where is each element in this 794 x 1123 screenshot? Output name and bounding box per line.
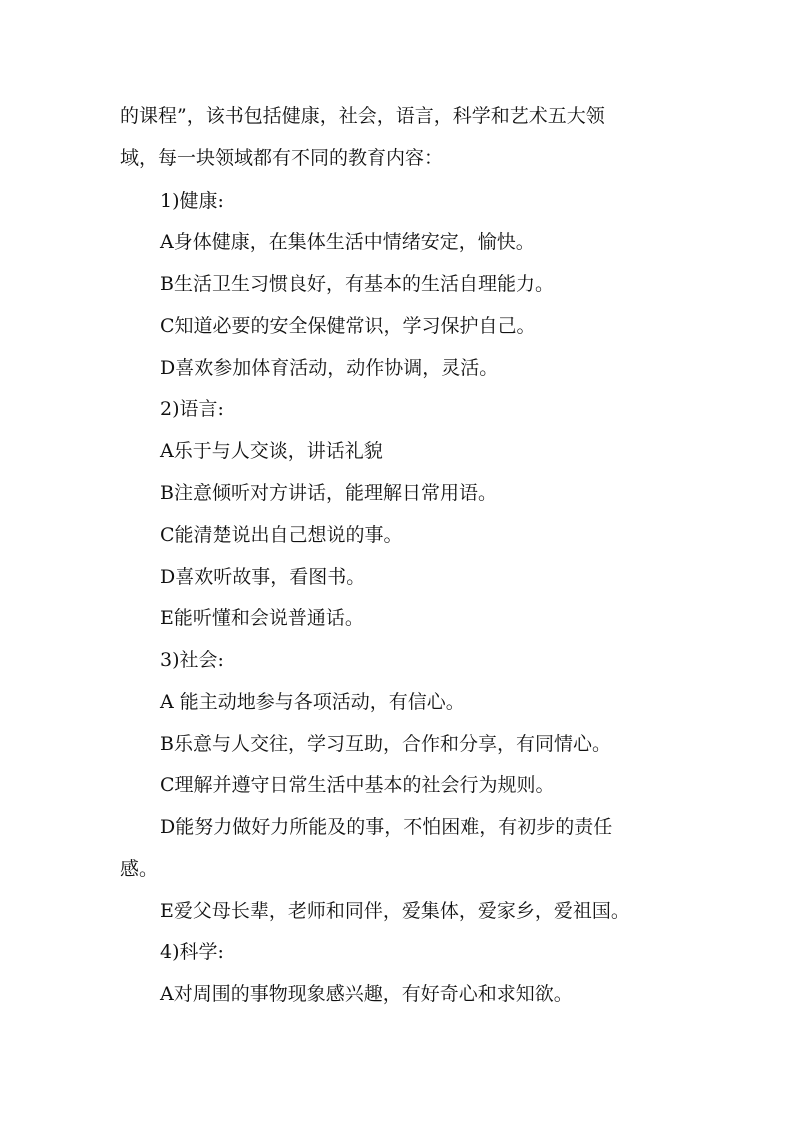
list-item: D能努力做好力所能及的事，不怕困难，有初步的责任 <box>160 816 613 838</box>
list-item: D喜欢参加体育活动，动作协调，灵活。 <box>160 357 499 379</box>
section-heading-society: 3)社会: <box>160 649 224 671</box>
text-line: 的课程”，该书包括健康，社会，语言，科学和艺术五大领 <box>120 105 605 127</box>
list-item: A对周围的事物现象感兴趣，有好奇心和求知欲。 <box>160 983 573 1005</box>
list-item: E能听懂和会说普通话。 <box>160 607 364 629</box>
list-item: A乐于与人交谈，讲话礼貌 <box>160 440 383 462</box>
list-item-continuation: 感。 <box>120 858 159 880</box>
list-item: C能清楚说出自己想说的事。 <box>160 524 403 546</box>
text-line: 域，每一块领域都有不同的教育内容： <box>120 147 444 169</box>
section-heading-language: 2)语言: <box>160 398 224 420</box>
list-item: C理解并遵守日常生活中基本的社会行为规则。 <box>160 774 555 796</box>
list-item: B乐意与人交往，学习互助，合作和分享，有同情心。 <box>160 733 611 755</box>
list-item: D喜欢听故事，看图书。 <box>160 566 366 588</box>
list-item: B注意倾听对方讲话，能理解日常用语。 <box>160 482 497 504</box>
list-item: A 能主动地参与各项活动，有信心。 <box>160 691 465 713</box>
list-item: B生活卫生习惯良好，有基本的生活自理能力。 <box>160 273 554 295</box>
section-heading-health: 1)健康: <box>160 190 224 212</box>
list-item: E爱父母长辈，老师和同伴，爱集体，爱家乡，爱祖国。 <box>160 900 630 922</box>
list-item: C知道必要的安全保健常识，学习保护自己。 <box>160 315 536 337</box>
section-heading-science: 4)科学: <box>160 941 224 963</box>
list-item: A身体健康，在集体生活中情绪安定，愉快。 <box>160 231 535 253</box>
